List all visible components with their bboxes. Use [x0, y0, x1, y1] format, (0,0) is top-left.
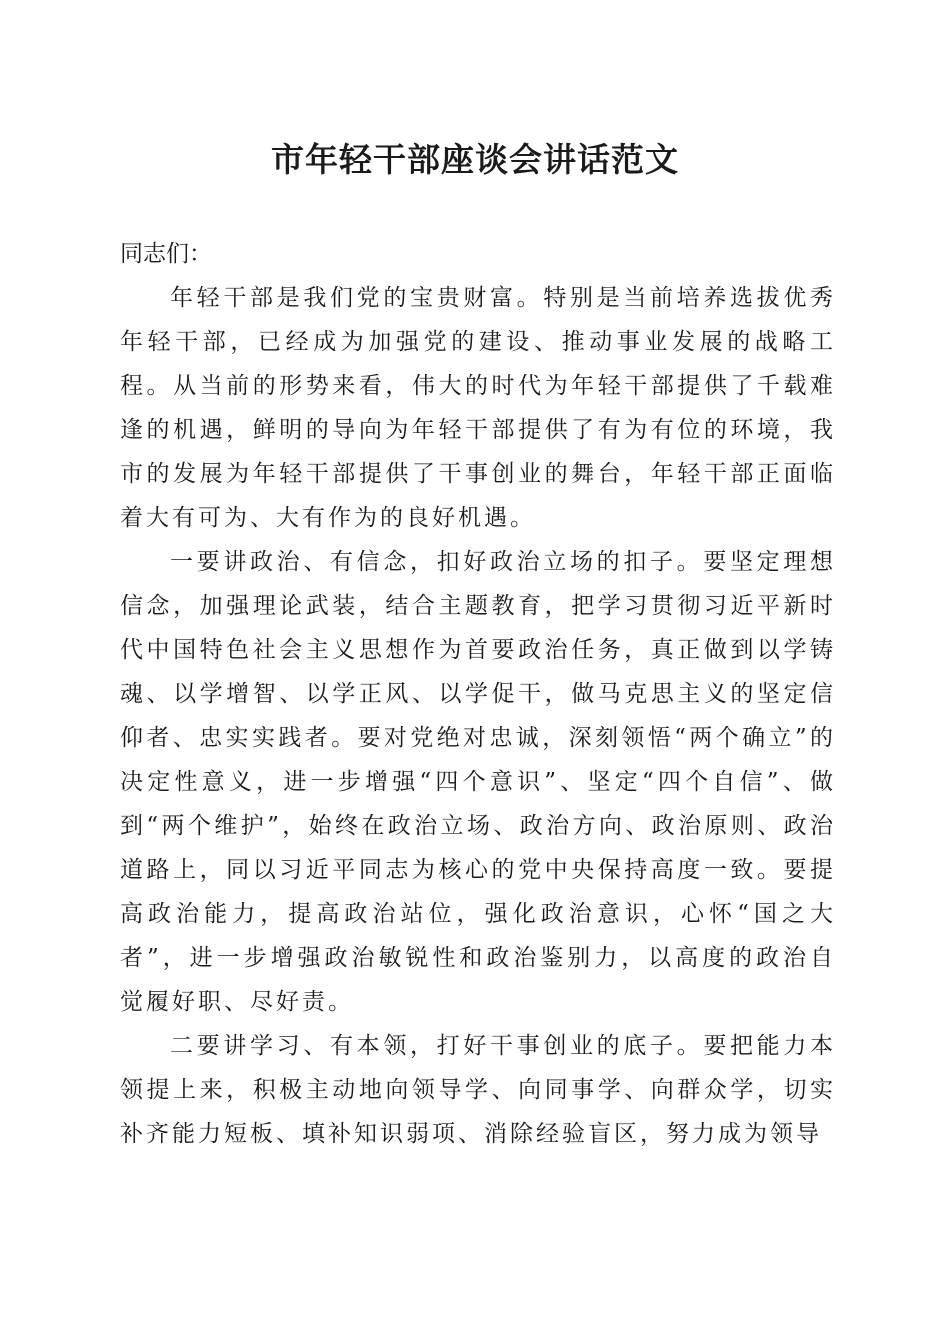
paragraph-intro: 年轻干部是我们党的宝贵财富。特别是当前培养选拔优秀年轻干部，已经成为加强党的建设、推动事业发展的战略工程。从当前的形势来看，伟大的时代为年轻干部提供了千载难逢的机遇，鲜明的导向为年轻干部提供了有为有位的环境，我市的发展为年轻干部提供了干事创业的舞台，年轻干部正面临着大有可为、大有作为的良好机遇。	[120, 285, 836, 531]
paragraph-politics: 一要讲政治、有信念，扣好政治立场的扣子。要坚定理想信念，加强理论武装，结合主题教育，把学习贯彻习近平新时代中国特色社会主义思想作为首要政治任务，真正做到以学铸魂、以学增智、以学正风、以学促干，做马克思主义的坚定信仰者、忠实实践者。要对党绝对忠诚，深刻领悟“两个确立”的决定性意义，进一步增强“四个意识”、坚定“四个自信”、做到“两个维护”，始终在政治立场、政治方向、政治原则、政治道路上，同以习近平同志为核心的党中央保持高度一致。要提高政治能力，提高政治站位，强化政治意识，心怀“国之大者”，进一步增强政治敏锐性和政治鉴别力，以高度的政治自觉履好职、尽好责。	[120, 549, 836, 1015]
paragraph-learning: 二要讲学习、有本领，打好干事创业的底子。要把能力本领提上来，积极主动地向领导学、向同事学、向群众学，切实补齐能力短板、填补知识弱项、消除经验盲区，努力成为领导	[120, 1033, 836, 1147]
document-body	[120, 232, 836, 1156]
salutation: 同志们：	[120, 241, 212, 267]
document-title: 市年轻干部座谈会讲话范文	[271, 140, 679, 179]
